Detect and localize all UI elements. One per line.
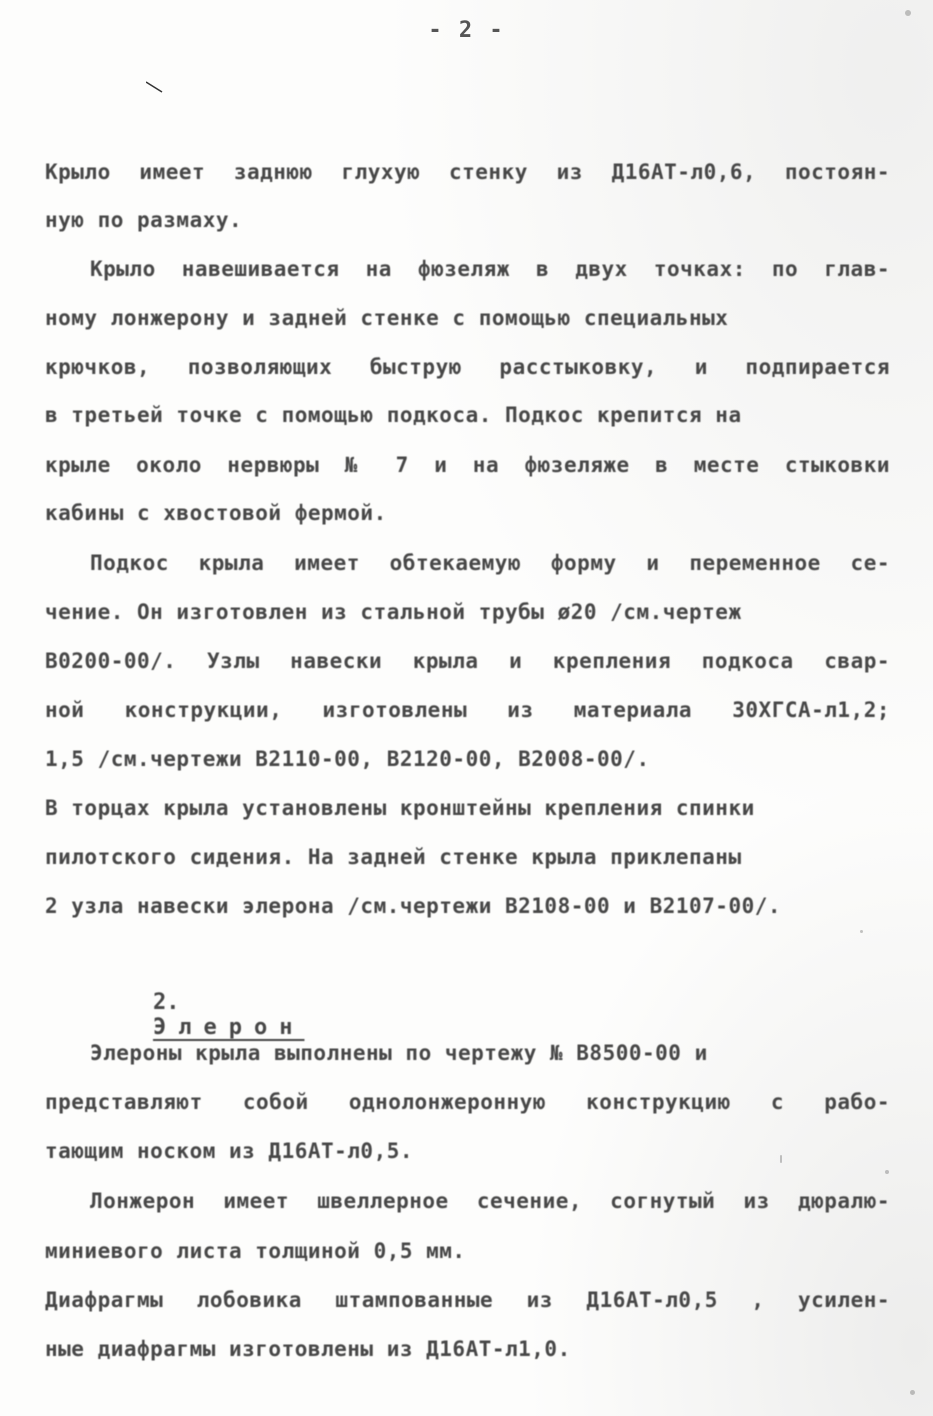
text-line: представляют собой однолонжеронную конструкцию с рабо- bbox=[45, 1090, 890, 1114]
text-line: Диафрагмы лобовика штампованные из Д16АТ-л0,5 , усилен- bbox=[45, 1288, 890, 1312]
text-line: В торцах крыла установлены кронштейны крепления спинки bbox=[45, 796, 755, 820]
text-line: ной конструкции, изготовлены из материала 30ХГСА-л1,2; bbox=[45, 698, 890, 722]
text-line: в третьей точке с помощью подкоса. Подкос крепится на bbox=[45, 403, 742, 427]
text-line: Крыло навешивается на фюзеляж в двух точках: по глав- bbox=[90, 257, 890, 281]
text-line: пилотского сидения. На задней стенке крыла приклепаны bbox=[45, 845, 742, 869]
scan-speck bbox=[860, 930, 863, 933]
text-line: Подкос крыла имеет обтекаемую форму и переменное се- bbox=[90, 551, 890, 575]
text-line: ную по размаху. bbox=[45, 208, 243, 232]
text-line: ные диафрагмы изготовлены из Д16АТ-л1,0. bbox=[45, 1337, 571, 1361]
text-line: В0200-00/. Узлы навески крыла и крепления подкоса свар- bbox=[45, 649, 890, 673]
text-line: миниевого листа толщиной 0,5 мм. bbox=[45, 1239, 466, 1263]
text-line: крючков, позволяющих быструю расстыковку, и подпирается bbox=[45, 355, 890, 379]
text-line: Крыло имеет заднюю глухую стенку из Д16АТ-л0,6, постоян- bbox=[45, 160, 890, 184]
stray-pen-mark bbox=[146, 80, 166, 96]
text-line: тающим носком из Д16АТ-л0,5. bbox=[45, 1139, 414, 1163]
scan-speck bbox=[905, 10, 911, 16]
page-number: - 2 - bbox=[428, 18, 505, 43]
text-line: 2 узла навески элерона /см.чертежи В2108-00 и В2107-00/. bbox=[45, 894, 782, 918]
section-number: 2. bbox=[152, 990, 180, 1015]
text-line: Элероны крыла выполнены по чертежу № В8500-00 и bbox=[90, 1041, 708, 1065]
text-line: ному лонжерону и задней стенке с помощью специальных bbox=[45, 306, 729, 330]
scan-speck bbox=[910, 1390, 915, 1395]
scan-speck bbox=[780, 1155, 782, 1163]
section-title: Элерон bbox=[152, 1015, 305, 1040]
text-line: 1,5 /см.чертежи В2110-00, В2120-00, В2008-00/. bbox=[45, 747, 650, 771]
text-line: Лонжерон имеет швеллерное сечение, согнутый из дюралю- bbox=[90, 1189, 890, 1213]
text-line: крыле около нервюры № 7 и на фюзеляже в месте стыковки bbox=[45, 453, 890, 477]
text-line: кабины с хвостовой фермой. bbox=[45, 501, 387, 525]
scan-speck bbox=[885, 1170, 889, 1174]
text-line: чение. Он изготовлен из стальной трубы ø20 /см.чертеж bbox=[45, 600, 742, 624]
